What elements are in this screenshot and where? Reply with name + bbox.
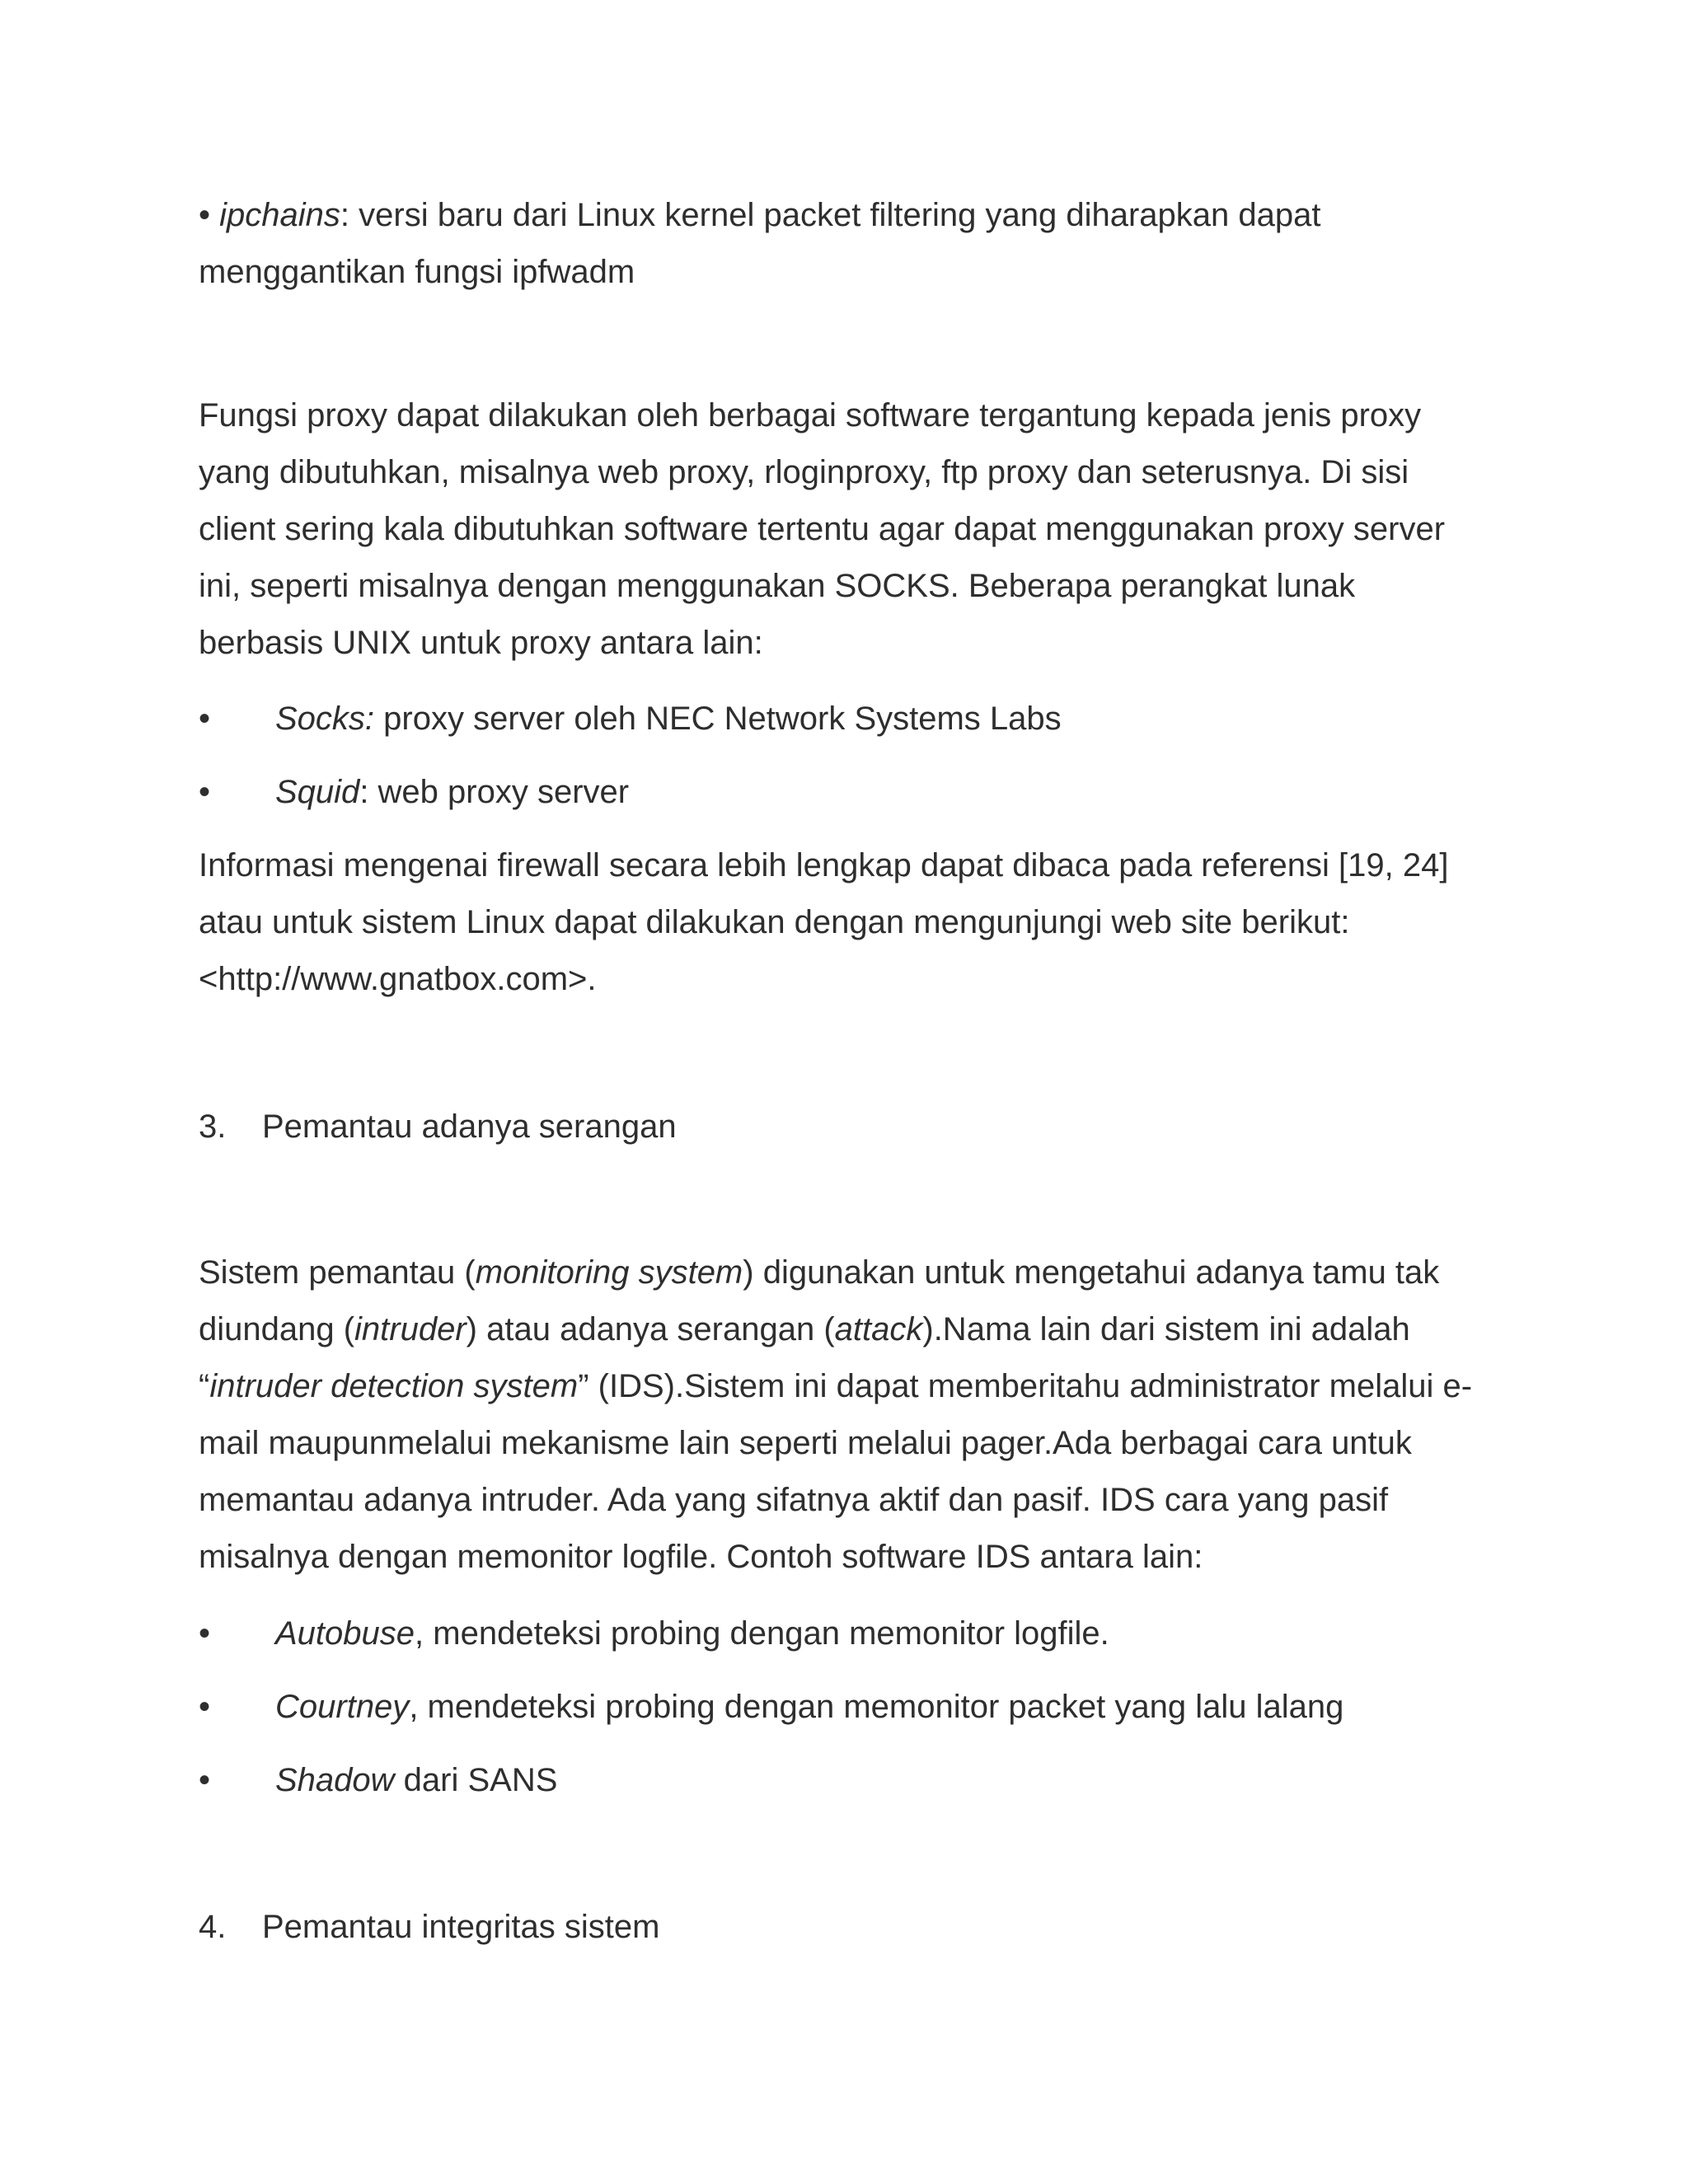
list-text: , mendeteksi probing dengan memonitor logfile.	[415, 1615, 1109, 1652]
ids-line	[199, 1358, 1484, 1415]
list-term: Courtney	[275, 1689, 410, 1725]
ids-text: Sistem pemantau (	[199, 1254, 476, 1291]
proxy-line: ini, seperti misalnya dengan menggunakan SOCKS. Beberapa perangkat lunak	[199, 568, 1356, 604]
ids-text: diundang (	[199, 1311, 355, 1347]
proxy-line: Fungsi proxy dapat dilakukan oleh berbagai software tergantung kepada jenis proxy	[199, 397, 1422, 434]
proxy-line: client sering kala dibutuhkan software tertentu agar dapat menggunakan proxy server	[199, 511, 1446, 547]
list-term: Socks:	[275, 701, 375, 737]
bullet-glyph: •	[199, 774, 211, 810]
list-text: proxy server oleh NEC Network Systems Labs	[374, 701, 1062, 737]
list-term: Shadow	[275, 1762, 395, 1798]
ids-paragraph	[199, 1244, 1484, 1586]
ids-text: ) digunakan untuk mengetahui adanya tamu tak	[743, 1254, 1440, 1291]
list-text: , mendeteksi probing dengan memonitor packet yang lalu lalang	[409, 1689, 1344, 1725]
list-text: dari SANS	[394, 1762, 558, 1798]
ids-text: ).Nama lain dari sistem ini adalah	[922, 1311, 1410, 1347]
firewall-url-line: <http://www.gnatbox.com>.	[199, 961, 597, 997]
proxy-line: berbasis UNIX untuk proxy antara lain:	[199, 625, 763, 661]
ids-term: intruder	[354, 1311, 467, 1347]
ids-line: misalnya dengan memonitor logfile. Contoh software IDS antara lain:	[199, 1539, 1203, 1575]
section-3-heading	[199, 1099, 1484, 1155]
ids-text: “	[199, 1368, 210, 1404]
section-title: Pemantau adanya serangan	[262, 1108, 677, 1145]
bullet-glyph: •	[199, 701, 211, 737]
firewall-line: atau untuk sistem Linux dapat dilakukan dengan mengunjungi web site berikut:	[199, 904, 1350, 940]
ipchains-line-1	[199, 187, 1484, 244]
ids-line: memantau adanya intruder. Ada yang sifatnya aktif dan pasif. IDS cara yang pasif	[199, 1482, 1389, 1518]
ids-line	[199, 1301, 1484, 1358]
list-text: : web proxy server	[359, 774, 630, 810]
firewall-paragraph	[199, 837, 1484, 1008]
ids-text: ) atau adanya serangan (	[466, 1311, 835, 1347]
ipchains-term: ipchains	[219, 197, 340, 233]
proxy-paragraph	[199, 387, 1484, 672]
bullet-glyph: •	[199, 1762, 211, 1798]
section-number: 3.	[199, 1108, 227, 1145]
ids-term: attack	[834, 1311, 923, 1347]
ipchains-paragraph	[199, 187, 1484, 301]
bullet-glyph: •	[199, 1689, 211, 1725]
ipchains-text: : versi baru dari Linux kernel packet filtering yang diharapkan dapat	[340, 197, 1321, 233]
ids-line	[199, 1244, 1484, 1301]
section-4-heading	[199, 1899, 1484, 1956]
section-number: 4.	[199, 1909, 227, 1945]
ids-line: mail maupunmelalui mekanisme lain seperti melalui pager.Ada berbagai cara untuk	[199, 1425, 1412, 1461]
ids-term: monitoring system	[475, 1254, 743, 1291]
ids-term: intruder detection system	[209, 1368, 579, 1404]
bullet-glyph: •	[199, 197, 211, 233]
firewall-line: Informasi mengenai firewall secara lebih lengkap dapat dibaca pada referensi [19, 24]	[199, 847, 1449, 883]
list-term: Autobuse	[275, 1615, 415, 1652]
ipchains-line-2: menggantikan fungsi ipfwadm	[199, 254, 635, 290]
ids-text: ” (IDS).Sistem ini dapat memberitahu administrator melalui e-	[578, 1368, 1473, 1404]
proxy-line: yang dibutuhkan, misalnya web proxy, rloginproxy, ftp proxy dan seterusnya. Di sisi	[199, 454, 1409, 490]
section-title: Pemantau integritas sistem	[262, 1909, 660, 1945]
bullet-glyph: •	[199, 1615, 211, 1652]
list-term: Squid	[275, 774, 360, 810]
